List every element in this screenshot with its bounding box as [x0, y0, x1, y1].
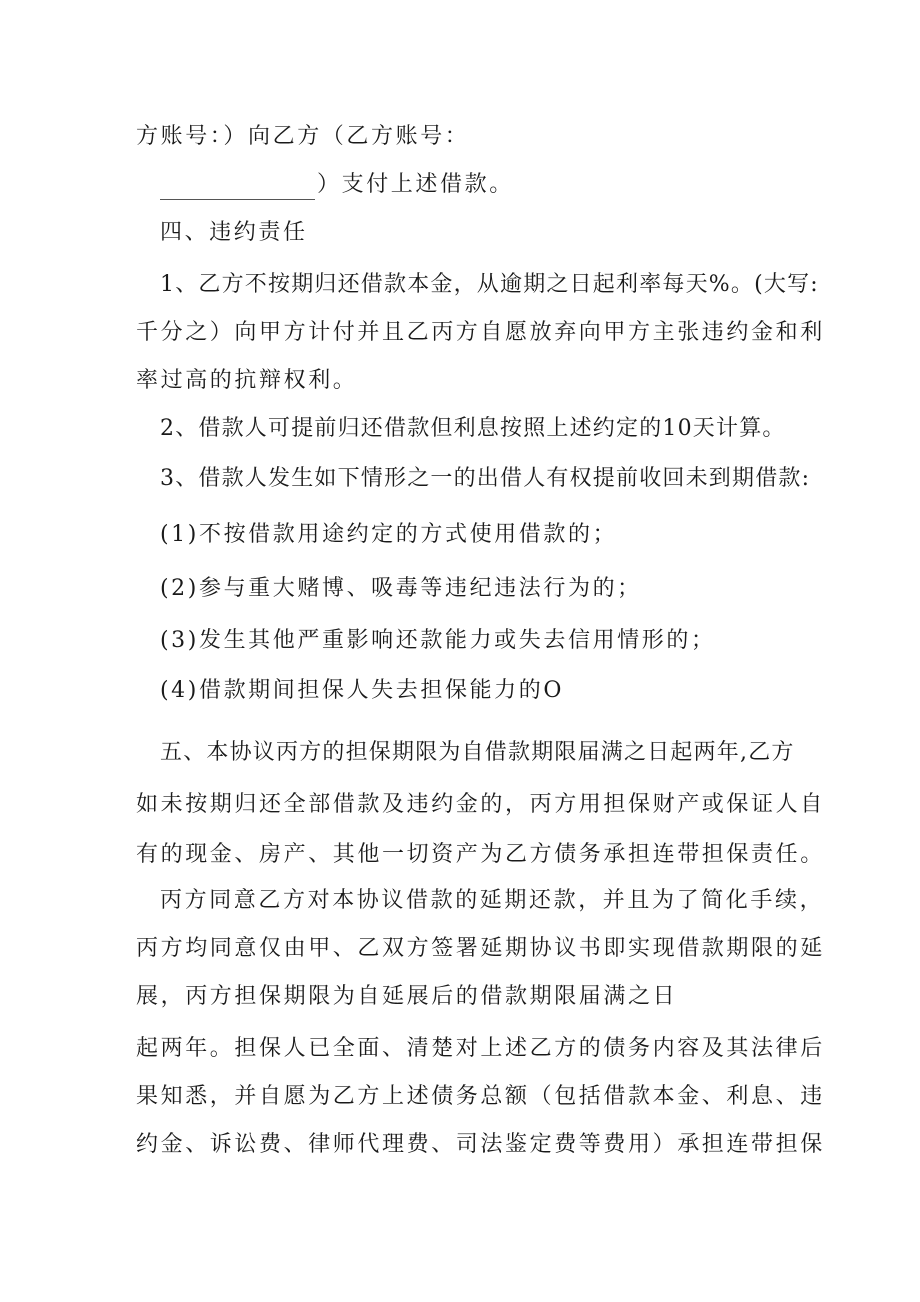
text-line-8: 3、借款人发生如下情形之一的出借人有权提前收回未到期借款:	[160, 466, 811, 491]
list-item-1: (1)不按借款用途约定的方式使用借款的；	[160, 522, 618, 547]
list-item-3: (3)发生其他严重影响还款能力或失去信用情形的；	[160, 628, 716, 653]
section-five-line-2: 如未按期归还全部借款及违约金的，丙方用担保财产或保证人自	[136, 792, 825, 817]
list-item-4: (4)借款期间担保人失去担保能力的O	[160, 678, 565, 703]
paragraph-line-6: 约金、诉讼费、律师代理费、司法鉴定费等费用）承担连带担保	[136, 1132, 825, 1157]
text-line-7: 2、借款人可提前归还借款但利息按照上述约定的10天计算。	[160, 416, 786, 441]
section-five-line-3: 有的现金、房产、其他一切资产为乙方债务承担连带担保责任。	[136, 842, 825, 867]
paragraph-line-5: 果知悉，并自愿为乙方上述债务总额（包括借款本金、利息、违	[136, 1084, 825, 1109]
section-five-line-1: 五、本协议丙方的担保期限为自借款期限届满之日起两年,乙方	[160, 740, 795, 765]
text-line-4: 1、乙方不按期归还借款本金，从逾期之日起利率每天%。(大写:	[160, 272, 819, 297]
paragraph-line-1: 丙方同意乙方对本协议借款的延期还款，并且为了简化手续，	[160, 888, 825, 913]
section-heading-breach: 四、违约责任	[160, 220, 308, 245]
text-line-5: 千分之）向甲方计付并且乙丙方自愿放弃向甲方主张违约金和利	[136, 320, 825, 345]
text-line-6: 率过高的抗辩权利。	[136, 368, 358, 393]
paragraph-line-3: 展，丙方担保期限为自延展后的借款期限届满之日	[136, 984, 678, 1009]
text-line-2-content: ）支付上述借款。	[317, 172, 514, 197]
text-line-1: 方账号：）向乙方（乙方账号：	[136, 124, 470, 149]
paragraph-line-2: 丙方均同意仅由甲、乙双方签署延期协议书即实现借款期限的延	[136, 936, 825, 961]
fill-in-blank	[160, 177, 315, 200]
text-line-2	[160, 170, 514, 200]
paragraph-line-4: 起两年。担保人已全面、清楚对上述乙方的债务内容及其法律后	[136, 1036, 825, 1061]
list-item-2: (2)参与重大赌博、吸毒等违纪违法行为的；	[160, 576, 642, 601]
